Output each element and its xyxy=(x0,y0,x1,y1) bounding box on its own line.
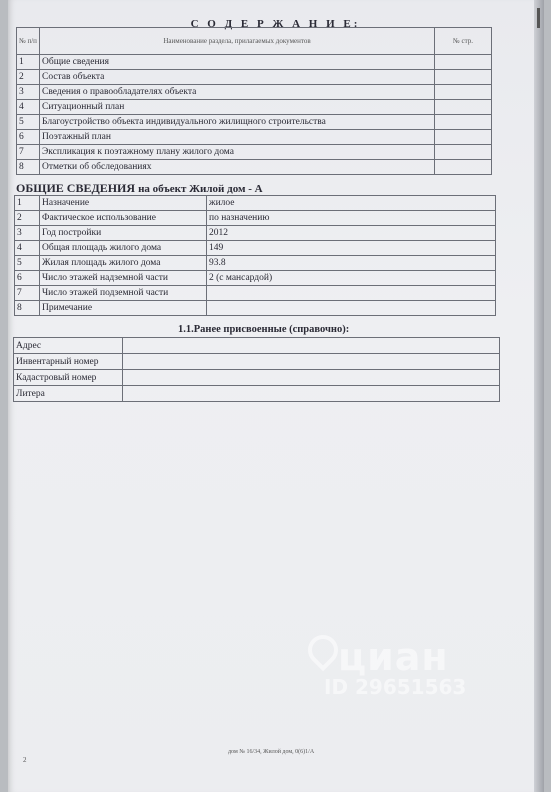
previous-value xyxy=(123,370,500,386)
previous-value xyxy=(123,338,500,354)
previous-row xyxy=(14,354,500,370)
contents-page xyxy=(435,160,492,175)
contents-num: 5 xyxy=(17,115,40,130)
contents-page xyxy=(435,115,492,130)
contents-num: 6 xyxy=(17,130,40,145)
general-num: 8 xyxy=(15,301,40,316)
contents-page xyxy=(435,145,492,160)
general-label: Год постройки xyxy=(40,226,207,241)
contents-name: Состав объекта xyxy=(40,70,435,85)
general-row xyxy=(15,256,496,271)
general-row xyxy=(15,271,496,286)
general-label: Примечание xyxy=(40,301,207,316)
general-value: 93.8 xyxy=(207,256,496,271)
general-row xyxy=(15,241,496,256)
watermark-id: ID 29651563 xyxy=(324,675,467,699)
contents-title: С О Д Е Р Ж А Н И Е: xyxy=(190,18,361,30)
header-page: № стр. xyxy=(435,28,492,55)
contents-name: Сведения о правообладателях объекта xyxy=(40,85,435,100)
general-heading xyxy=(16,181,263,196)
contents-page xyxy=(435,85,492,100)
contents-table xyxy=(16,27,492,175)
general-num: 6 xyxy=(15,271,40,286)
contents-page xyxy=(435,70,492,85)
previous-row xyxy=(14,386,500,402)
general-label: Жилая площадь жилого дома xyxy=(40,256,207,271)
general-num: 4 xyxy=(15,241,40,256)
general-value: 2012 xyxy=(207,226,496,241)
watermark-logo: циан xyxy=(338,635,449,679)
general-value xyxy=(207,301,496,316)
general-label: Число этажей подземной части xyxy=(40,286,207,301)
contents-header-row xyxy=(17,28,492,55)
contents-page xyxy=(435,100,492,115)
contents-row xyxy=(17,115,492,130)
general-num: 5 xyxy=(15,256,40,271)
previous-table xyxy=(13,337,500,402)
footer-text: дом № 16/34, Жилой дом, 0(6)1/А xyxy=(228,749,315,755)
general-row xyxy=(15,226,496,241)
page-number: 2 xyxy=(23,756,27,764)
previous-heading: 1.1.Ранее присвоенные (справочно): xyxy=(178,324,350,335)
contents-name: Ситуационный план xyxy=(40,100,435,115)
previous-label: Инвентарный номер xyxy=(14,354,123,370)
general-num: 7 xyxy=(15,286,40,301)
general-value: по назначению xyxy=(207,211,496,226)
contents-page xyxy=(435,130,492,145)
contents-row xyxy=(17,100,492,115)
header-name: Наименование раздела, прилагаемых документов xyxy=(40,28,435,55)
contents-row xyxy=(17,145,492,160)
previous-value xyxy=(123,386,500,402)
general-value: 149 xyxy=(207,241,496,256)
contents-row xyxy=(17,130,492,145)
general-table xyxy=(14,195,496,316)
contents-row xyxy=(17,85,492,100)
header-num: № п/п xyxy=(17,28,40,55)
contents-num: 4 xyxy=(17,100,40,115)
contents-name: Экспликация к поэтажному плану жилого дома xyxy=(40,145,435,160)
general-heading-main: ОБЩИЕ СВЕДЕНИЯ xyxy=(16,181,136,195)
contents-name: Благоустройство объекта индивидуального жилищного строительства xyxy=(40,115,435,130)
contents-name: Общие сведения xyxy=(40,55,435,70)
contents-num: 8 xyxy=(17,160,40,175)
contents-row xyxy=(17,55,492,70)
general-label: Фактическое использование xyxy=(40,211,207,226)
previous-row xyxy=(14,338,500,354)
previous-label: Адрес xyxy=(14,338,123,354)
general-num: 3 xyxy=(15,226,40,241)
page-edge xyxy=(534,0,544,792)
general-label: Число этажей надземной части xyxy=(40,271,207,286)
general-row xyxy=(15,196,496,211)
general-value xyxy=(207,286,496,301)
general-label: Общая площадь жилого дома xyxy=(40,241,207,256)
general-label: Назначение xyxy=(40,196,207,211)
contents-num: 2 xyxy=(17,70,40,85)
contents-name: Отметки об обследованиях xyxy=(40,160,435,175)
contents-row xyxy=(17,160,492,175)
contents-num: 3 xyxy=(17,85,40,100)
general-row xyxy=(15,286,496,301)
general-value: жилое xyxy=(207,196,496,211)
general-heading-sub: на объект Жилой дом - А xyxy=(138,183,263,195)
contents-page xyxy=(435,55,492,70)
general-row xyxy=(15,211,496,226)
contents-name: Поэтажный план xyxy=(40,130,435,145)
contents-num: 1 xyxy=(17,55,40,70)
general-value: 2 (с мансардой) xyxy=(207,271,496,286)
previous-label: Литера xyxy=(14,386,123,402)
previous-label: Кадастровый номер xyxy=(14,370,123,386)
general-num: 1 xyxy=(15,196,40,211)
general-num: 2 xyxy=(15,211,40,226)
watermark xyxy=(296,635,466,699)
contents-row xyxy=(17,70,492,85)
previous-value xyxy=(123,354,500,370)
general-row xyxy=(15,301,496,316)
previous-row xyxy=(14,370,500,386)
contents-num: 7 xyxy=(17,145,40,160)
